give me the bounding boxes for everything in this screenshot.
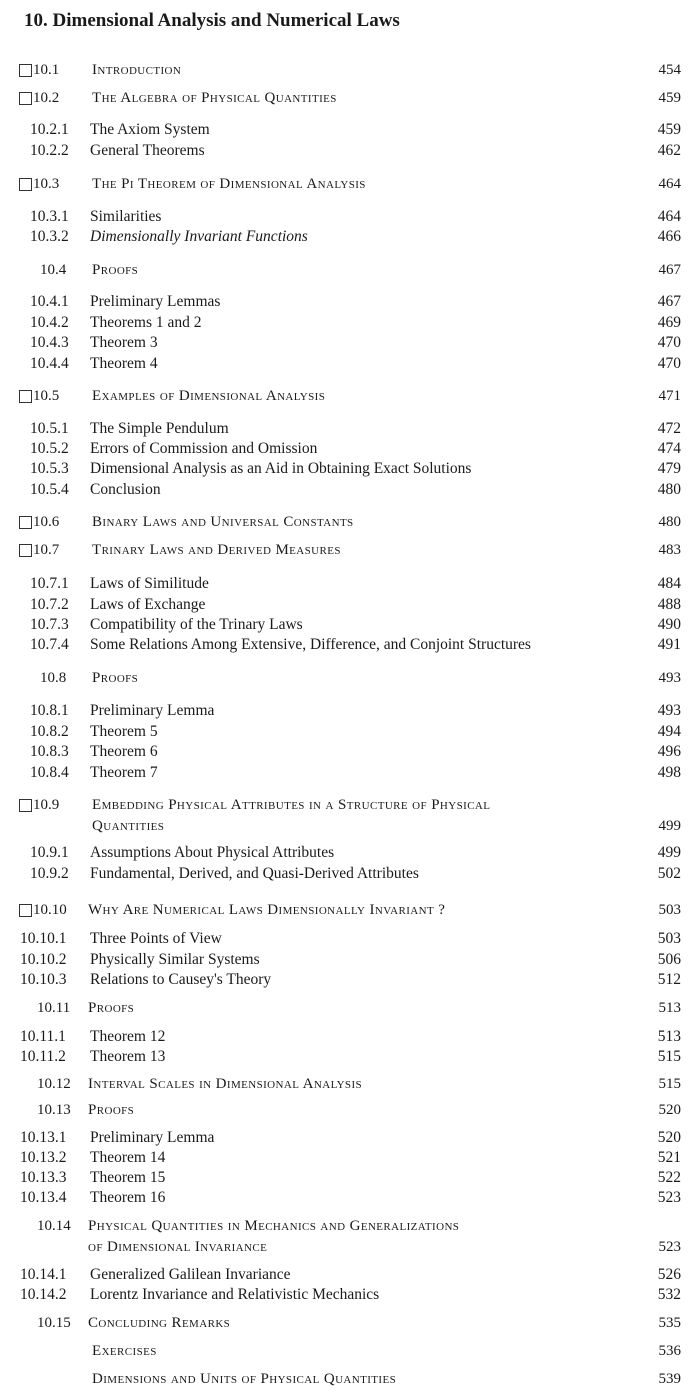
subsection-number: 10.5.2	[30, 440, 69, 457]
section-title: Examples of Dimensional Analysis	[92, 388, 326, 404]
section-title: Proofs	[92, 262, 139, 278]
section-number: 10.7	[33, 542, 60, 558]
toc-section-row	[0, 86, 699, 110]
subsection-title: Theorem 6	[90, 743, 158, 760]
subsection-title: Dimensional Analysis as an Aid in Obtaining Exact Solutions	[90, 460, 472, 477]
section-checkbox[interactable]	[19, 516, 32, 529]
toc-section-row	[0, 1339, 699, 1363]
page-number: 491	[657, 636, 681, 653]
page-number: 520	[658, 1102, 681, 1118]
subsection-title: Theorem 16	[90, 1189, 166, 1206]
section-title: Exercises	[92, 1343, 157, 1359]
section-title-continuation: Quantities	[92, 818, 165, 834]
section-number: 10.10	[33, 902, 67, 918]
subsection-title: Relations to Causey's Theory	[90, 971, 272, 988]
page-number: 467	[658, 262, 681, 278]
page-number: 488	[657, 596, 681, 613]
toc-section-row	[0, 538, 699, 562]
toc-section-row	[0, 384, 699, 408]
subsection-title: Preliminary Lemma	[90, 702, 215, 719]
subsection-title: Fundamental, Derived, and Quasi-Derived Attributes	[90, 865, 419, 882]
page-number: 493	[658, 670, 681, 686]
toc-section-row	[0, 996, 699, 1020]
subsection-number: 10.7.1	[30, 575, 69, 592]
subsection-number: 10.2.2	[30, 142, 69, 159]
section-title: Proofs	[88, 1000, 135, 1016]
subsection-title: Theorem 13	[90, 1048, 166, 1065]
subsection-title: Some Relations Among Extensive, Difference, and Conjoint Structures	[90, 636, 531, 653]
toc-section-row	[0, 1098, 699, 1122]
section-checkbox[interactable]	[19, 544, 32, 557]
toc-section-row	[0, 510, 699, 534]
section-number: 10.5	[33, 388, 60, 404]
subsection-number: 10.11.2	[20, 1048, 66, 1065]
section-number: 10.3	[33, 176, 60, 192]
section-title: The Algebra of Physical Quantities	[92, 90, 337, 106]
subsection-number: 10.13.1	[20, 1129, 67, 1146]
subsection-number: 10.9.1	[30, 844, 69, 861]
toc-subsection-row	[0, 139, 699, 163]
section-number: 10.2	[33, 90, 60, 106]
section-number: 10.8	[40, 670, 67, 686]
toc-subsection-row	[0, 478, 699, 502]
page-number: 506	[657, 951, 681, 968]
section-title: Interval Scales in Dimensional Analysis	[88, 1076, 363, 1092]
section-number: 10.15	[37, 1315, 71, 1331]
section-title: Proofs	[92, 670, 139, 686]
section-checkbox[interactable]	[19, 64, 32, 77]
page-number: 466	[657, 228, 681, 245]
page-number: 498	[657, 764, 681, 781]
subsection-title: Assumptions About Physical Attributes	[90, 844, 335, 861]
section-title: Concluding Remarks	[88, 1315, 231, 1331]
subsection-title: The Simple Pendulum	[90, 420, 229, 437]
page-number: 499	[658, 818, 681, 834]
page-number: 532	[657, 1286, 681, 1303]
toc-section-row	[0, 258, 699, 282]
page-number: 523	[657, 1189, 681, 1206]
subsection-number: 10.3.2	[30, 228, 69, 245]
page-number: 464	[657, 208, 681, 225]
toc-subsection-row	[0, 1283, 699, 1307]
section-number: 10.9	[33, 797, 60, 813]
section-title: Trinary Laws and Derived Measures	[92, 542, 341, 558]
toc-section-row	[0, 1311, 699, 1335]
toc-section-row-continuation	[0, 814, 699, 838]
subsection-title: The Axiom System	[90, 121, 210, 138]
page-number: 480	[658, 514, 681, 530]
page-number: 467	[657, 293, 681, 310]
toc-section-row	[0, 1367, 699, 1391]
subsection-title: Theorem 3	[90, 334, 158, 351]
subsection-number: 10.5.3	[30, 460, 69, 477]
subsection-number: 10.2.1	[30, 121, 69, 138]
subsection-number: 10.8.4	[30, 764, 69, 781]
toc-section-row	[0, 172, 699, 196]
page-number: 520	[657, 1129, 681, 1146]
page-number: 526	[657, 1266, 681, 1283]
subsection-title: Preliminary Lemma	[90, 1129, 215, 1146]
page-number: 535	[658, 1315, 681, 1331]
section-checkbox[interactable]	[19, 178, 32, 191]
section-title: Dimensions and Units of Physical Quantities	[92, 1371, 397, 1387]
subsection-number: 10.7.4	[30, 636, 69, 653]
subsection-title: Theorems 1 and 2	[90, 314, 202, 331]
page-number: 472	[657, 420, 681, 437]
page-number: 493	[657, 702, 681, 719]
subsection-number: 10.10.2	[20, 951, 67, 968]
subsection-title: Conclusion	[90, 481, 161, 498]
section-title: Introduction	[92, 62, 182, 78]
section-title: Embedding Physical Attributes in a Structure of Physical	[92, 797, 491, 813]
section-title: Physical Quantities in Mechanics and Generalizations	[88, 1218, 460, 1234]
page-number: 470	[657, 334, 681, 351]
page-number: 494	[657, 723, 681, 740]
page-number: 513	[658, 1000, 681, 1016]
toc-subsection-row	[0, 761, 699, 785]
subsection-title: Dimensionally Invariant Functions	[90, 228, 308, 245]
page-number: 502	[657, 865, 681, 882]
subsection-title: Laws of Exchange	[90, 596, 206, 613]
subsection-number: 10.4.2	[30, 314, 69, 331]
subsection-number: 10.11.1	[20, 1028, 66, 1045]
subsection-number: 10.14.1	[20, 1266, 67, 1283]
toc-section-row-continuation	[0, 1235, 699, 1259]
page-number: 539	[658, 1371, 681, 1387]
subsection-number: 10.5.4	[30, 481, 69, 498]
section-title: Binary Laws and Universal Constants	[92, 514, 354, 530]
page-number: 483	[658, 542, 681, 558]
subsection-number: 10.5.1	[30, 420, 69, 437]
page-number: 454	[658, 62, 681, 78]
section-number: 10.11	[37, 1000, 71, 1016]
subsection-number: 10.10.1	[20, 930, 67, 947]
subsection-number: 10.7.3	[30, 616, 69, 633]
subsection-title: Preliminary Lemmas	[90, 293, 221, 310]
subsection-title: Similarities	[90, 208, 162, 225]
subsection-title: Theorem 14	[90, 1149, 166, 1166]
section-number: 10.14	[37, 1218, 71, 1234]
page-number: 474	[657, 440, 681, 457]
page-number: 479	[657, 460, 681, 477]
subsection-number: 10.3.1	[30, 208, 69, 225]
subsection-number: 10.4.1	[30, 293, 69, 310]
toc-subsection-row	[0, 633, 699, 657]
subsection-number: 10.8.3	[30, 743, 69, 760]
toc-section-row	[0, 898, 699, 922]
section-checkbox[interactable]	[19, 904, 32, 917]
page-number: 499	[657, 844, 681, 861]
subsection-title: Lorentz Invariance and Relativistic Mechanics	[90, 1286, 380, 1303]
page-number: 503	[658, 902, 681, 918]
page-number: 480	[657, 481, 681, 498]
page-number: 496	[657, 743, 681, 760]
subsection-title: Theorem 15	[90, 1169, 166, 1186]
page-number: 503	[657, 930, 681, 947]
page-number: 459	[658, 90, 681, 106]
page-number: 462	[657, 142, 681, 159]
subsection-number: 10.13.3	[20, 1169, 67, 1186]
subsection-title: Theorem 4	[90, 355, 158, 372]
page-number: 484	[657, 575, 681, 592]
subsection-title: Physically Similar Systems	[90, 951, 260, 968]
subsection-number: 10.7.2	[30, 596, 69, 613]
section-number: 10.1	[33, 62, 60, 78]
subsection-title: Three Points of View	[90, 930, 222, 947]
section-number: 10.4	[40, 262, 67, 278]
page-number: 471	[658, 388, 681, 404]
subsection-title: Theorem 12	[90, 1028, 166, 1045]
page-number: 513	[657, 1028, 681, 1045]
section-title: The Pi Theorem of Dimensional Analysis	[92, 176, 366, 192]
page-number: 512	[657, 971, 681, 988]
subsection-title: Compatibility of the Trinary Laws	[90, 616, 303, 633]
subsection-title: Laws of Similitude	[90, 575, 209, 592]
subsection-number: 10.8.1	[30, 702, 69, 719]
subsection-number: 10.13.4	[20, 1189, 67, 1206]
section-number: 10.6	[33, 514, 60, 530]
subsection-title: General Theorems	[90, 142, 205, 159]
page-number: 521	[657, 1149, 681, 1166]
toc-subsection-row	[0, 862, 699, 886]
toc-subsection-row	[0, 1045, 699, 1069]
toc-section-row	[0, 1072, 699, 1096]
page-number: 523	[658, 1239, 681, 1255]
subsection-title: Theorem 7	[90, 764, 158, 781]
page-number: 515	[657, 1048, 681, 1065]
subsection-number: 10.14.2	[20, 1286, 67, 1303]
toc-subsection-row	[0, 1186, 699, 1210]
toc-subsection-row	[0, 968, 699, 992]
subsection-number: 10.10.3	[20, 971, 67, 988]
section-title-continuation: of Dimensional Invariance	[88, 1239, 268, 1255]
section-checkbox[interactable]	[19, 92, 32, 105]
subsection-number: 10.4.4	[30, 355, 69, 372]
subsection-number: 10.13.2	[20, 1149, 67, 1166]
page-number: 515	[658, 1076, 681, 1092]
page-number: 522	[657, 1169, 681, 1186]
subsection-number: 10.9.2	[30, 865, 69, 882]
section-title: Proofs	[88, 1102, 135, 1118]
page-number: 470	[657, 355, 681, 372]
subsection-number: 10.4.3	[30, 334, 69, 351]
subsection-number: 10.8.2	[30, 723, 69, 740]
toc-subsection-row	[0, 352, 699, 376]
section-number: 10.13	[37, 1102, 71, 1118]
section-checkbox[interactable]	[19, 390, 32, 403]
page-number: 490	[657, 616, 681, 633]
subsection-title: Theorem 5	[90, 723, 158, 740]
section-title: Why Are Numerical Laws Dimensionally Invariant ?	[88, 902, 446, 918]
page-number: 464	[658, 176, 681, 192]
section-checkbox[interactable]	[19, 799, 32, 812]
page-number: 459	[657, 121, 681, 138]
toc-section-row	[0, 58, 699, 82]
chapter-title: 10. Dimensional Analysis and Numerical Laws	[24, 10, 400, 31]
subsection-title: Generalized Galilean Invariance	[90, 1266, 291, 1283]
toc-section-row	[0, 666, 699, 690]
page-number: 536	[658, 1343, 681, 1359]
section-number: 10.12	[37, 1076, 71, 1092]
toc-subsection-row	[0, 225, 699, 249]
subsection-title: Errors of Commission and Omission	[90, 440, 318, 457]
page-number: 469	[657, 314, 681, 331]
